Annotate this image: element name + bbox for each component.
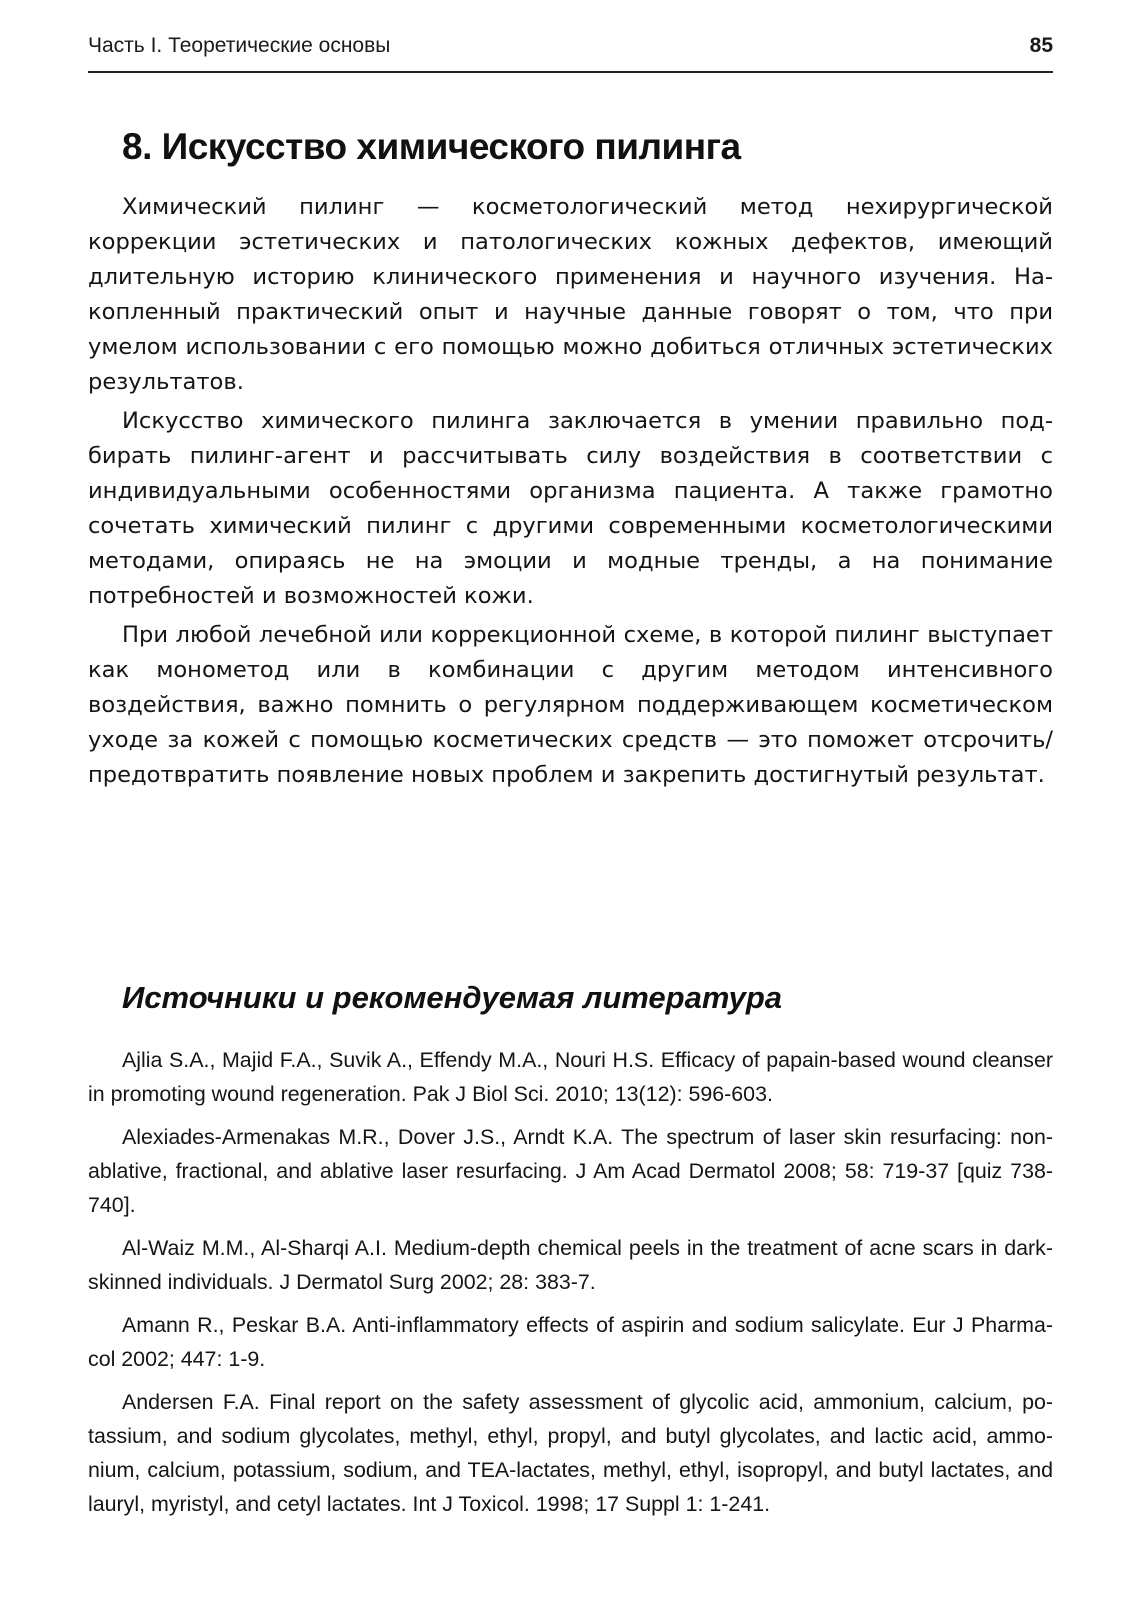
references-list bbox=[88, 1043, 1053, 1530]
reference-item: Alexiades-Armenakas M.R., Dover J.S., Arndt K.A. The spectrum of laser skin resurfacing: nonablative, fractional, and ablative laser resurfacing. J Am Acad Dermatol 2008; 58: 719-37 [quiz 738-740]. bbox=[88, 1125, 1053, 1217]
chapter-body bbox=[88, 190, 1053, 797]
chapter-title: 8. Искусство химического пилинга bbox=[122, 126, 741, 167]
header-rule bbox=[88, 71, 1053, 73]
body-paragraph: При любой лечебной или коррекционной схеме, в которой пилинг выступает как монометод или в комбинации с другим методом интенсивного воздействия, важно помнить о регулярном поддерживающем косметическом уходе за кожей с помощью косметических средств — это поможет отсрочить/предотвратить появление новых проблем и закрепить достигнутый результат. bbox=[88, 622, 1053, 788]
reference-item: Amann R., Peskar B.A. Anti-inflammatory effects of aspirin and sodium salicylate. Eur J Pharmacol 2002; 447: 1-9. bbox=[88, 1313, 1053, 1371]
body-paragraph: Искусство химического пилинга заключается в умении правильно подбирать пилинг-агент и рассчитывать силу воздействия в соответствии с индивидуальными особенностями организма пациента. А также грамотно сочетать химический пилинг с другими современными косметологическими методами, опираясь не на эмоции и модные тренды, а на понимание потребностей и возможностей кожи. bbox=[88, 408, 1053, 609]
body-paragraph: Химический пилинг — косметологический метод нехирургической коррекции эстетических и патологических кожных дефектов, имеющий длительную историю клинического применения и научного изучения. Накопленный практический опыт и научные данные говорят о том, что при умелом использовании с его помощью можно добиться отличных эстетических результатов. bbox=[88, 194, 1053, 395]
running-head-section: Часть I. Теоретические основы bbox=[88, 34, 391, 57]
running-head bbox=[88, 34, 1053, 64]
reference-item: Andersen F.A. Final report on the safety assessment of glycolic acid, ammonium, calcium, potassium, and sodium glycolates, methyl, ethyl, propyl, and butyl glycolates, and lactic acid, ammonium, calcium, potassium, sodium, and TEA-lactates, methyl, ethyl, isopropyl, and butyl lactates, and lauryl, myristyl, and cetyl lactates. Int J Toxicol. 1998; 17 Suppl 1: 1-241. bbox=[88, 1390, 1053, 1516]
book-page bbox=[88, 0, 1053, 1600]
references-title: Источники и рекомендуемая литература bbox=[122, 980, 783, 1015]
page-number: 85 bbox=[1029, 34, 1053, 57]
reference-item: Al-Waiz M.M., Al-Sharqi A.I. Medium-depth chemical peels in the treatment of acne scars in dark-skinned individuals. J Dermatol Surg 2002; 28: 383-7. bbox=[88, 1236, 1053, 1294]
reference-item: Ajlia S.A., Majid F.A., Suvik A., Effendy M.A., Nouri H.S. Efficacy of papain-based wound cleanser in promoting wound regeneration. Pak J Biol Sci. 2010; 13(12): 596-603. bbox=[88, 1048, 1053, 1106]
